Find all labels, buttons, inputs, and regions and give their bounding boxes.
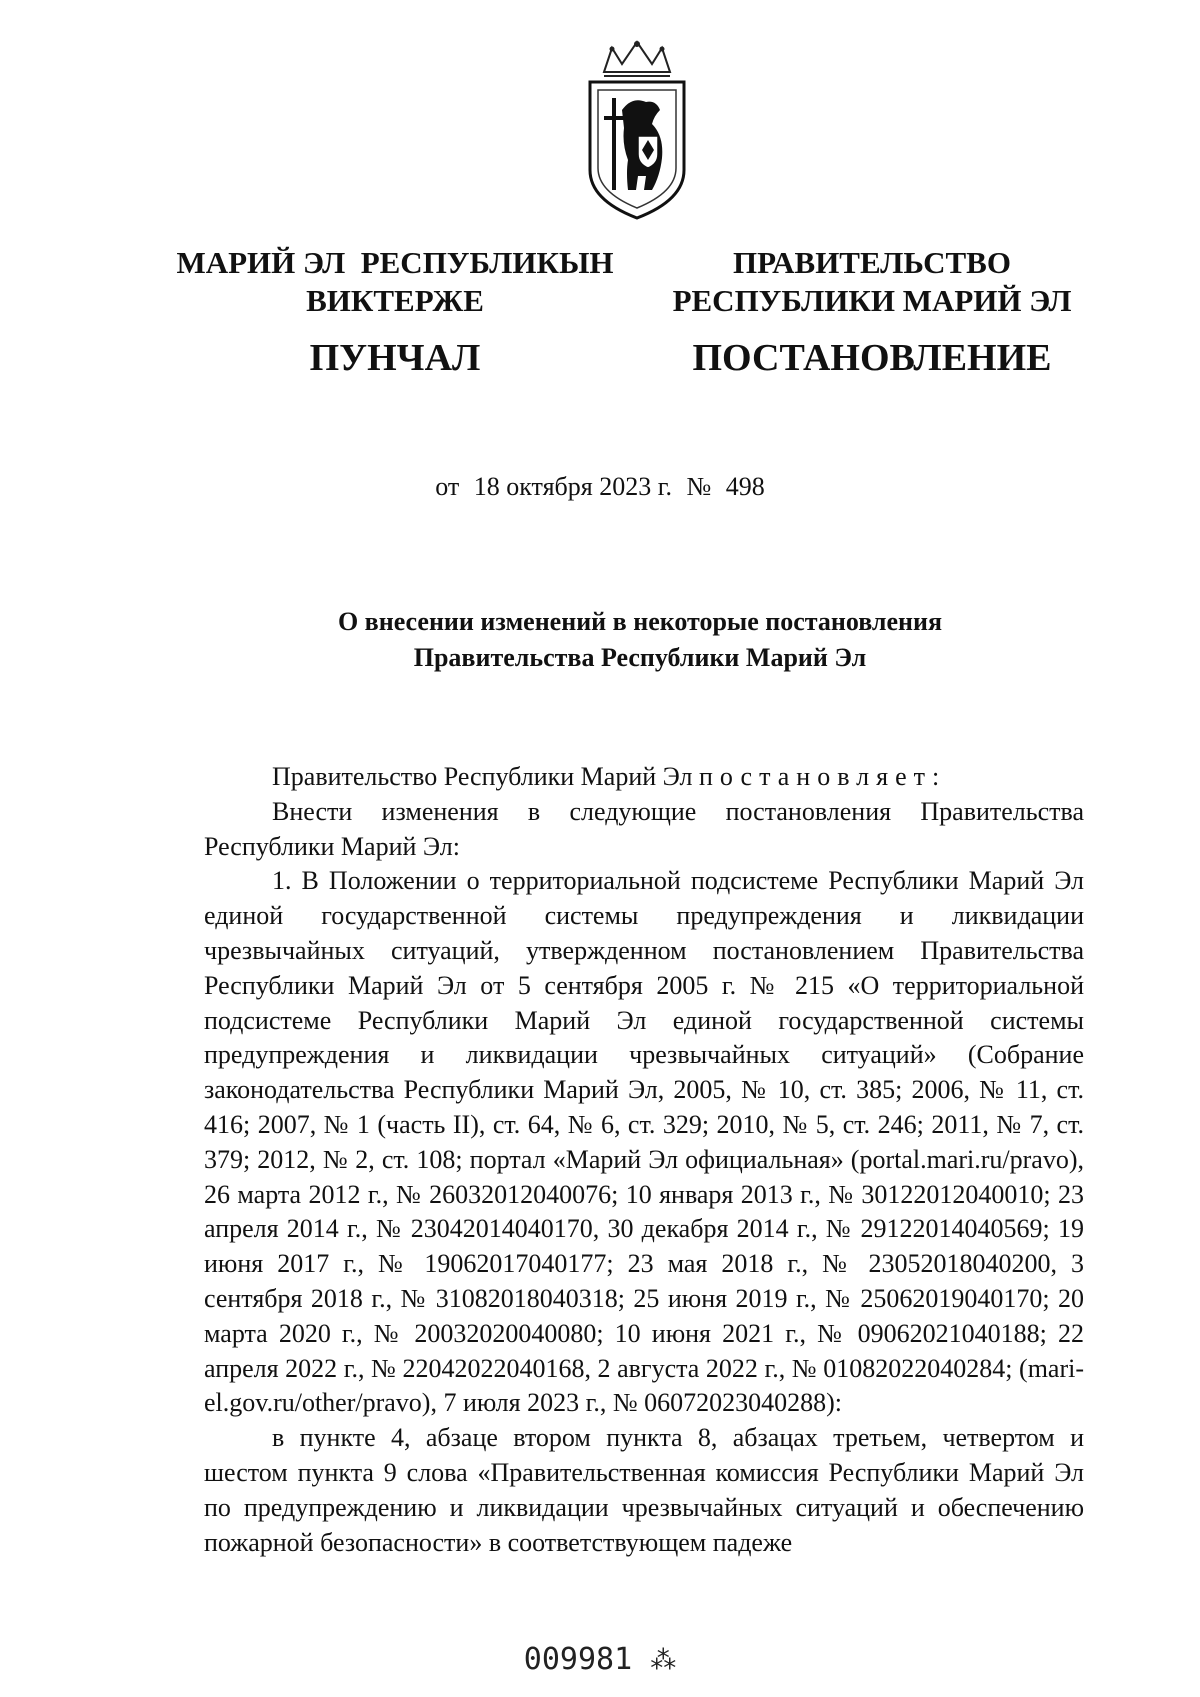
header-left — [175, 244, 615, 382]
document-title — [200, 604, 1080, 676]
header-right-doc-type: ПОСТАНОВЛЕНИЕ — [692, 337, 1052, 379]
paragraph-decree — [204, 760, 1084, 795]
serial-number — [0, 1642, 1200, 1677]
paragraph-intro: Внести изменения в следующие постановления Правительства Республики Марий Эл: — [204, 796, 1084, 861]
title-line2: Правительства Республики Марий Эл — [413, 643, 867, 672]
header-left-line2: ВИКТЕРЖЕ — [306, 283, 484, 318]
document-number: 498 — [725, 472, 765, 501]
asterisk-icon: ⁂ — [650, 1646, 677, 1676]
decree-prefix: Правительство Республики Марий Эл — [272, 762, 699, 791]
header-right — [672, 244, 1072, 382]
header-left-line1: МАРИЙ ЭЛ РЕСПУБЛИКЫН — [176, 245, 614, 280]
header-right-line1: ПРАВИТЕЛЬСТВО — [733, 245, 1011, 280]
number-label: № — [686, 472, 712, 501]
date-prefix: от — [435, 472, 460, 501]
document-body — [204, 760, 1084, 1560]
decree-verb: постановляет: — [698, 762, 947, 791]
coat-of-arms-icon — [582, 40, 692, 220]
serial-value: 009981 — [523, 1642, 633, 1677]
paragraph-amendment: в пункте 4, абзаце втором пункта 8, абзацах третьем, четвертом и шестом пункта 9 слова «Правительственная комиссия Республики Марий Эл по предупреждению и ликвидации чрезвычайных ситуаций и обеспечению пожарной безопасности» в соответствующем падеже — [204, 1423, 1084, 1557]
paragraph-item-1: 1. В Положении о территориальной подсистеме Республики Марий Эл единой государственной системы предупреждения и ликвидации чрезвычайных ситуаций, утвержденном постановлением Правительства Республики Марий Эл от 5 сентября 2005 г. № 215 «О территориальной подсистеме Республики Марий Эл единой государственной системы предупреждения и ликвидации чрезвычайных ситуаций» (Собрание законодательства Республики Марий Эл, 2005, № 10, ст. 385; 2006, № 11, ст. 416; 2007, № 1 (часть II), ст. 64, № 6, ст. 329; 2010, № 5, ст. 246; 2011, № 7, ст. 379; 2012, № 2, ст. 108; портал «Марий Эл официальная» (portal.mari.ru/pravo), 26 марта 2012 г., № 26032012040076; 10 января 2013 г., № 30122012040010; 23 апреля 2014 г., № 23042014040170, 30 декабря 2014 г., № 29122014040569; 19 июня 2017 г., № 19062017040177; 23 мая 2018 г., № 23052018040200, 3 сентября 2018 г., № 31082018040318; 25 июня 2019 г., № 25062019040170; 20 марта 2020 г., № 20032020040080; 10 июня 2021 г., № 09062021040188; 22 апреля 2022 г., № 22042022040168, 2 августа 2022 г., № 01082022040284; (mari-el.gov.ru/other/pravo), 7 июля 2023 г., № 06072023040288): — [204, 866, 1084, 1418]
title-line1: О внесении изменений в некоторые постановления — [337, 607, 943, 636]
header-left-doc-type: ПУНЧАЛ — [309, 337, 481, 379]
document-date: 18 октября 2023 г. — [473, 472, 672, 501]
header-right-line2: РЕСПУБЛИКИ МАРИЙ ЭЛ — [672, 283, 1072, 318]
date-line — [0, 472, 1200, 502]
